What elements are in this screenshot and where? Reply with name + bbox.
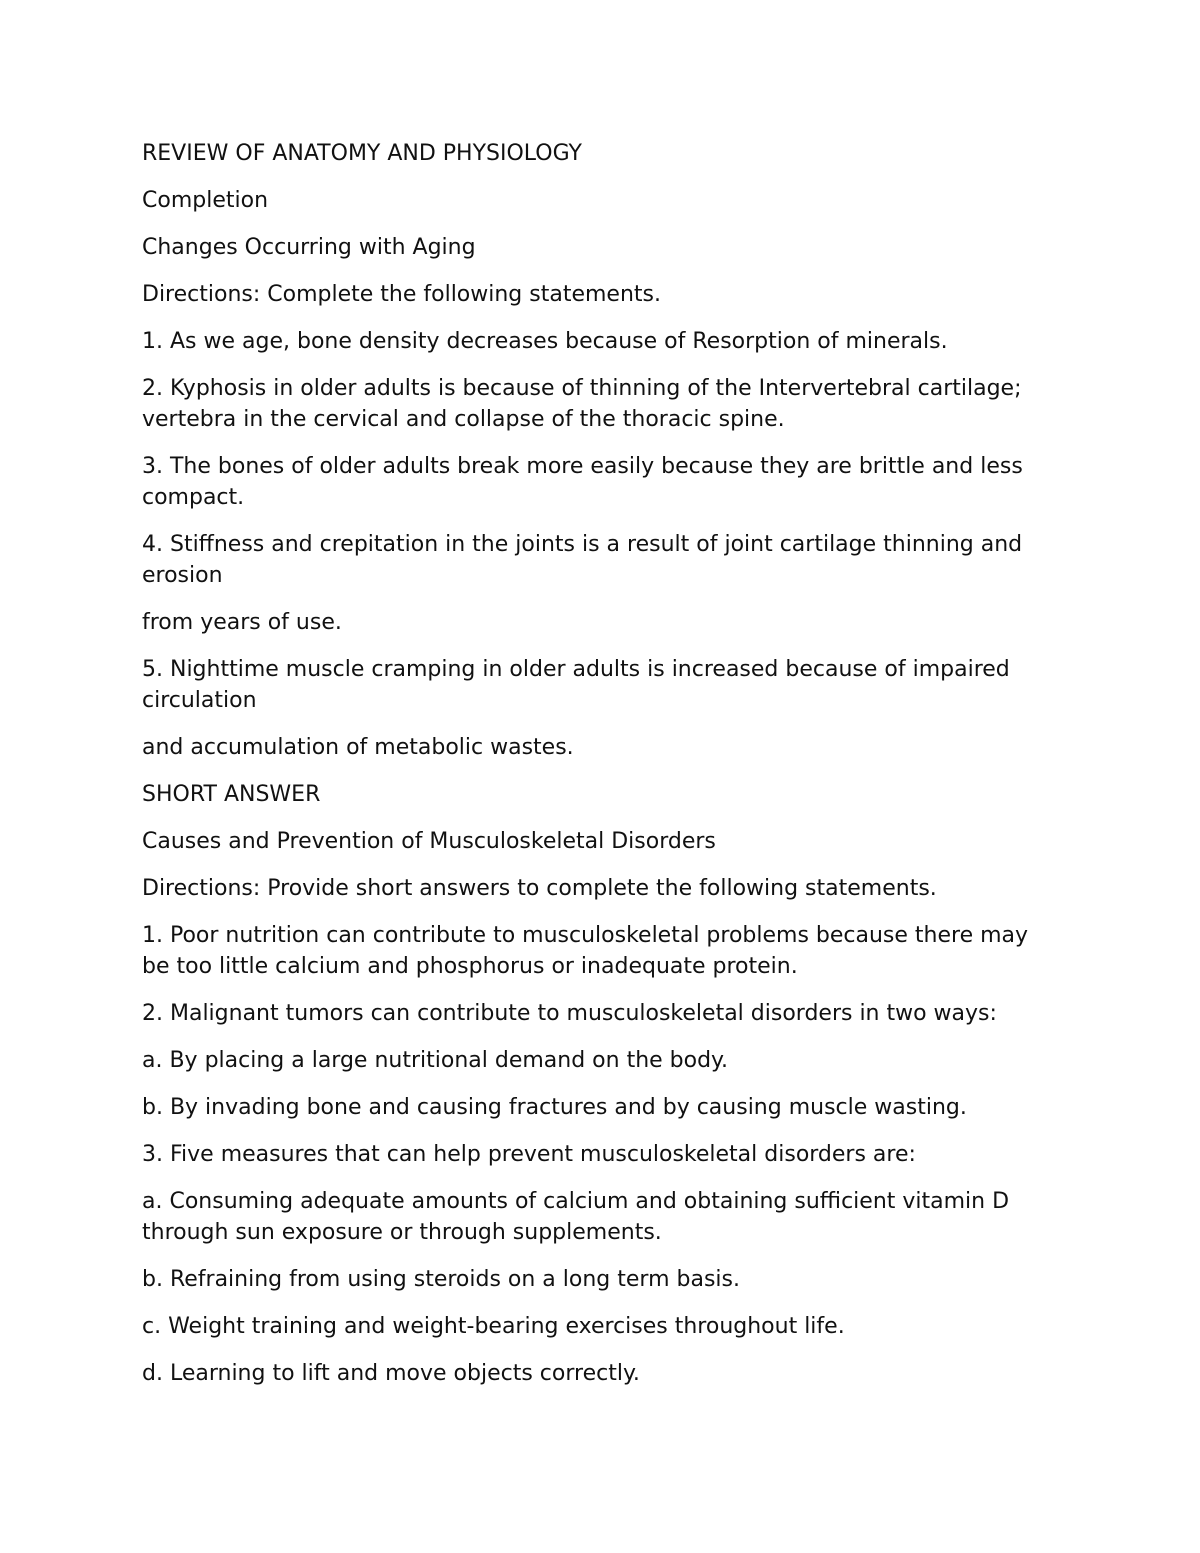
list-item: 2. Kyphosis in older adults is because of thinning of the Intervertebral cartilage; vertebra in the cervical and collapse of the thoracic spine. [142,376,1022,432]
list-item: d. Learning to lift and move objects correctly. [142,1361,640,1386]
list-item: 2. Malignant tumors can contribute to musculoskeletal disorders in two ways: [142,1001,997,1026]
section-directions: Directions: Complete the following statements. [142,282,661,307]
section-heading-aging: Changes Occurring with Aging [142,235,476,260]
section-heading-disorders: Causes and Prevention of Musculoskeletal Disorders [142,829,716,854]
list-item: 4. Stiffness and crepitation in the joints is a result of joint cartilage thinning and erosion [142,532,1023,588]
list-item: 3. The bones of older adults break more easily because they are brittle and less compact. [142,454,1023,510]
list-item: 5. Nighttime muscle cramping in older adults is increased because of impaired circulation [142,657,1010,713]
list-item: from years of use. [142,610,342,635]
document-title: REVIEW OF ANATOMY AND PHYSIOLOGY [142,141,582,166]
section-directions: Directions: Provide short answers to complete the following statements. [142,876,937,901]
list-item: 1. Poor nutrition can contribute to musculoskeletal problems because there may be too little calcium and phosphorus or inadequate protein. [142,923,1029,979]
list-item: 3. Five measures that can help prevent musculoskeletal disorders are: [142,1142,916,1167]
list-item: c. Weight training and weight-bearing exercises throughout life. [142,1314,845,1339]
document-page [142,138,1062,1405]
list-item: and accumulation of metabolic wastes. [142,735,574,760]
section-type-completion: Completion [142,188,269,213]
list-item: 1. As we age, bone density decreases because of Resorption of minerals. [142,329,948,354]
list-item: b. By invading bone and causing fractures and by causing muscle wasting. [142,1095,967,1120]
list-item: a. Consuming adequate amounts of calcium and obtaining sufficient vitamin D through sun exposure or through supplements. [142,1189,1010,1245]
list-item: a. By placing a large nutritional demand on the body. [142,1048,728,1073]
list-item: b. Refraining from using steroids on a long term basis. [142,1267,740,1292]
section-type-short-answer: SHORT ANSWER [142,782,321,807]
